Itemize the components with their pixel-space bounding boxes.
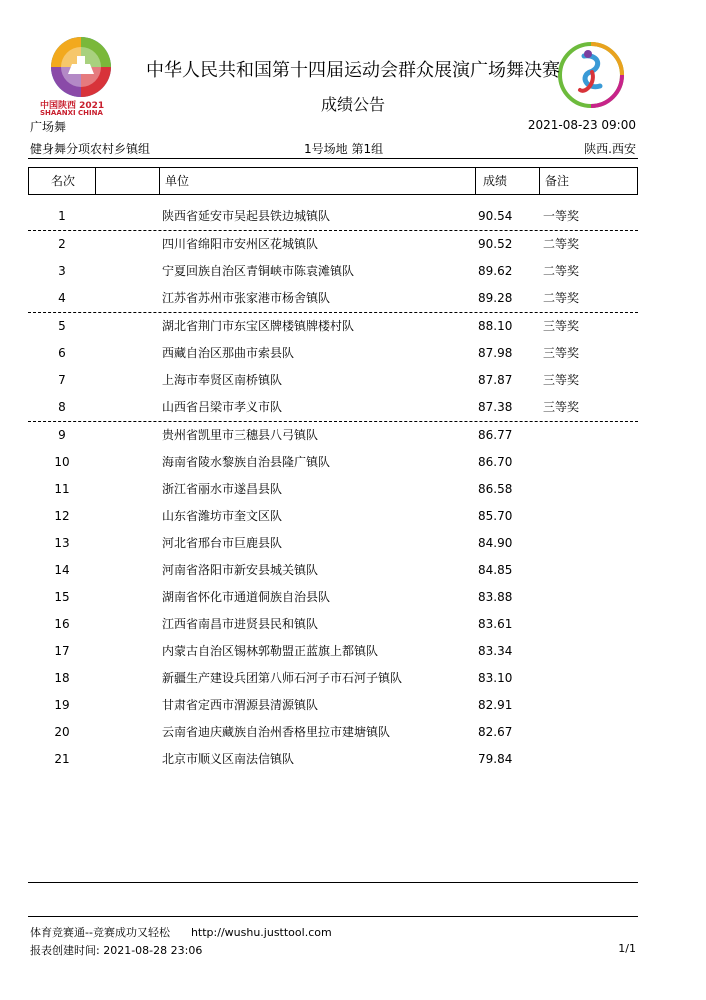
footer-site: 体育竞赛通--竞赛成功又轻松 (30, 926, 170, 939)
rank-cell: 15 (54, 590, 70, 604)
unit-cell: 河北省邢台市巨鹿县队 (162, 536, 283, 550)
table-row (28, 611, 638, 638)
logo-caption-1: 中国陕西 2021 (40, 101, 105, 111)
unit-cell: 云南省迪庆藏族自治州香格里拉市建塘镇队 (162, 725, 391, 739)
score-cell: 87.38 (478, 400, 513, 414)
table-row (28, 584, 638, 611)
score-cell: 86.77 (478, 428, 513, 442)
rank-cell: 14 (54, 563, 70, 577)
unit-cell: 江苏省苏州市张家港市杨舍镇队 (162, 291, 331, 305)
unit-cell: 甘肃省定西市渭源县清源镇队 (162, 698, 319, 712)
col-header-rank: 名次 (51, 174, 76, 188)
rank-cell: 12 (54, 509, 70, 523)
score-cell: 83.61 (478, 617, 513, 631)
note-cell: 三等奖 (543, 319, 580, 333)
rank-cell: 10 (54, 455, 70, 469)
unit-cell: 湖南省怀化市通道侗族自治县队 (162, 590, 331, 604)
col-header-score: 成绩 (483, 174, 508, 188)
created-label: 报表创建时间: (30, 944, 100, 957)
col-header-unit: 单位 (165, 174, 190, 188)
logo-caption-2: SHAANXI CHINA (40, 109, 103, 117)
score-cell: 82.67 (478, 725, 513, 739)
created-datetime: 2021-08-28 23:06 (103, 944, 203, 957)
score-cell: 89.62 (478, 264, 513, 278)
rank-cell: 4 (58, 291, 66, 305)
table-row (28, 746, 638, 773)
table-row (28, 476, 638, 503)
table-row (28, 449, 638, 476)
event-group: 健身舞分项农村乡镇组 (30, 142, 151, 156)
unit-cell: 山西省吕梁市孝义市队 (162, 400, 283, 414)
unit-cell: 陕西省延安市吴起县铁边城镇队 (162, 209, 331, 223)
results-table (28, 203, 638, 773)
rank-cell: 19 (54, 698, 70, 712)
rank-cell: 5 (58, 319, 66, 333)
rank-cell: 9 (58, 428, 66, 442)
table-row (28, 665, 638, 692)
table-row (28, 313, 638, 340)
note-cell: 一等奖 (543, 209, 580, 223)
table-row (28, 719, 638, 746)
note-cell: 三等奖 (543, 400, 580, 414)
rank-cell: 6 (58, 346, 66, 360)
unit-cell: 浙江省丽水市遂昌县队 (162, 482, 283, 496)
score-cell: 90.52 (478, 237, 513, 251)
event-category: 广场舞 (30, 120, 67, 134)
score-cell: 88.10 (478, 319, 513, 333)
score-cell: 83.10 (478, 671, 513, 685)
unit-cell: 新疆生产建设兵团第八师石河子市石河子镇队 (162, 671, 403, 685)
unit-cell: 内蒙古自治区锡林郭勒盟正蓝旗上都镇队 (162, 644, 379, 658)
table-row (28, 422, 638, 449)
meta-divider (28, 158, 638, 159)
unit-cell: 宁夏回族自治区青铜峡市陈袁滩镇队 (162, 264, 355, 278)
header-divider (95, 168, 96, 194)
col-header-note: 备注 (545, 174, 570, 188)
page-title: 中华人民共和国第十四届运动会群众展演广场舞决赛 (146, 60, 560, 81)
rank-cell: 11 (54, 482, 70, 496)
note-cell: 三等奖 (543, 373, 580, 387)
table-bottom-divider (28, 882, 638, 883)
table-row (28, 231, 638, 258)
score-cell: 84.85 (478, 563, 513, 577)
rank-cell: 8 (58, 400, 66, 414)
page-subtitle: 成绩公告 (320, 95, 385, 114)
page-number: 1/1 (618, 942, 636, 955)
unit-cell: 贵州省凯里市三穗县八弓镇队 (162, 428, 319, 442)
table-header (28, 167, 638, 195)
table-row (28, 692, 638, 719)
footer-url-link[interactable]: http://wushu.justtool.com (190, 926, 332, 939)
footer-credit (30, 924, 332, 940)
score-cell: 83.88 (478, 590, 513, 604)
table-row (28, 503, 638, 530)
unit-cell: 湖北省荆门市东宝区牌楼镇牌楼村队 (162, 319, 355, 333)
unit-cell: 河南省洛阳市新安县城关镇队 (162, 563, 319, 577)
rank-cell: 17 (54, 644, 70, 658)
unit-cell: 山东省潍坊市奎文区队 (162, 509, 283, 523)
unit-cell: 四川省绵阳市安州区花城镇队 (162, 237, 319, 251)
table-row (28, 557, 638, 584)
table-row (28, 367, 638, 394)
event-datetime: 2021-08-23 09:00 (527, 118, 636, 132)
rank-cell: 16 (54, 617, 70, 631)
score-cell: 90.54 (478, 209, 513, 223)
rank-cell: 1 (58, 209, 66, 223)
note-cell: 二等奖 (543, 264, 580, 278)
score-cell: 83.34 (478, 644, 513, 658)
unit-cell: 上海市奉贤区南桥镇队 (162, 373, 283, 387)
rank-cell: 7 (58, 373, 66, 387)
rank-cell: 20 (54, 725, 70, 739)
score-cell: 86.58 (478, 482, 513, 496)
rank-cell: 2 (58, 237, 66, 251)
unit-cell: 西藏自治区那曲市索县队 (162, 346, 295, 360)
score-cell: 86.70 (478, 455, 513, 469)
score-cell: 87.98 (478, 346, 513, 360)
table-row (28, 530, 638, 557)
score-cell: 82.91 (478, 698, 513, 712)
unit-cell: 江西省南昌市进贤县民和镇队 (162, 617, 319, 631)
event-location: 陕西.西安 (584, 142, 636, 156)
footer-created (30, 942, 202, 958)
note-cell: 三等奖 (543, 346, 580, 360)
rank-cell: 3 (58, 264, 66, 278)
table-row (28, 638, 638, 665)
score-cell: 84.90 (478, 536, 513, 550)
footer-divider (28, 916, 638, 917)
score-cell: 79.84 (478, 752, 513, 766)
score-cell: 85.70 (478, 509, 513, 523)
rank-cell: 13 (54, 536, 70, 550)
unit-cell: 北京市顺义区南法信镇队 (162, 752, 295, 766)
header-divider (539, 168, 540, 194)
header-divider (159, 168, 160, 194)
note-cell: 二等奖 (543, 237, 580, 251)
table-row (28, 394, 638, 422)
table-row (28, 203, 638, 231)
table-row (28, 258, 638, 285)
table-row (28, 285, 638, 313)
note-cell: 二等奖 (543, 291, 580, 305)
score-cell: 89.28 (478, 291, 513, 305)
rank-cell: 18 (54, 671, 70, 685)
table-row (28, 340, 638, 367)
rank-cell: 21 (54, 752, 70, 766)
header-divider (475, 168, 476, 194)
score-cell: 87.87 (478, 373, 513, 387)
unit-cell: 海南省陵水黎族自治县隆广镇队 (162, 455, 331, 469)
event-venue: 1号场地 第1组 (304, 142, 384, 156)
